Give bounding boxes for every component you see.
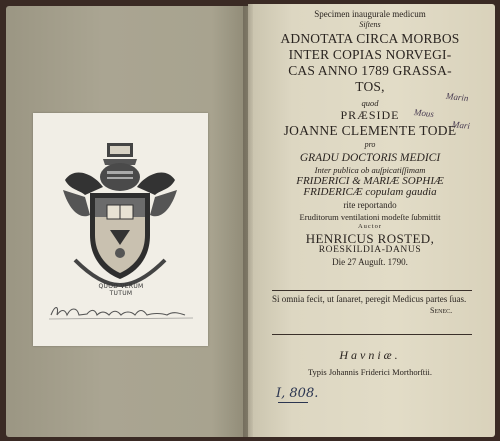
auctor-label: Auctor [357,223,383,231]
royal-names-line-2: FRIDERICÆ copulam gaudia [303,186,437,199]
bookplate [33,113,208,346]
handwritten-signature-icon [43,301,203,323]
bookplate-motto: QUOD VERUM TUTUM [98,283,144,297]
coat-of-arms-icon [55,135,185,295]
imprint [250,348,490,377]
pro-line: pro [364,140,376,150]
main-title-line-3: CAS ANNO 1789 GRASSA- [288,63,452,79]
submission-line: Eruditorum ventilationi modeſte ſubmittit [299,212,441,223]
date-line: Die 27 Auguſt. 1790. [332,257,408,268]
quod-line: quod [361,97,379,108]
imprint-city: Havniæ. [339,348,401,362]
margin-note: Marin [445,90,469,104]
sistens-line: Siſtens [359,20,381,30]
imprint-printer: Typis Johannis Friderici Morthorſtii. [307,367,433,377]
epigraph-author: Senec. [430,306,453,315]
shelfmark: I, 808. [276,386,319,401]
rite-line: rite reportando [343,199,397,210]
subtitle: Specimen inaugurale medicum [314,9,426,19]
royal-names-line-1: FRIDERICI & MARIÆ SOPHIÆ [296,174,444,187]
margin-note: Mari [451,119,471,131]
main-title-line-1: ADNOTATA CIRCA MORBOS [280,30,460,46]
degree-line: GRADU DOCTORIS MEDICI [299,151,441,164]
divider [272,334,472,335]
main-title-line-4: TOS, [355,79,385,95]
author-name: HENRICUS ROSTED, [305,230,435,246]
divider [272,290,472,291]
shelfmark-underline [278,402,308,403]
author-origin: ROESKILDIA-DANUS [318,245,422,256]
main-title-line-2: INTER COPIAS NORVEGI- [288,47,452,62]
title-page-text [250,8,490,268]
epigraph: Si omnia fecit, ut ſanaret, peregit Medicus partes ſuas. [272,294,467,304]
praeses-name: JOANNE CLEMENTE TODE [283,123,457,139]
occasion-line: Inter publica ob auſpicatiſſimam [314,164,426,175]
margin-note: Mous [413,106,435,120]
praeside-line: PRÆSIDE [340,108,400,123]
